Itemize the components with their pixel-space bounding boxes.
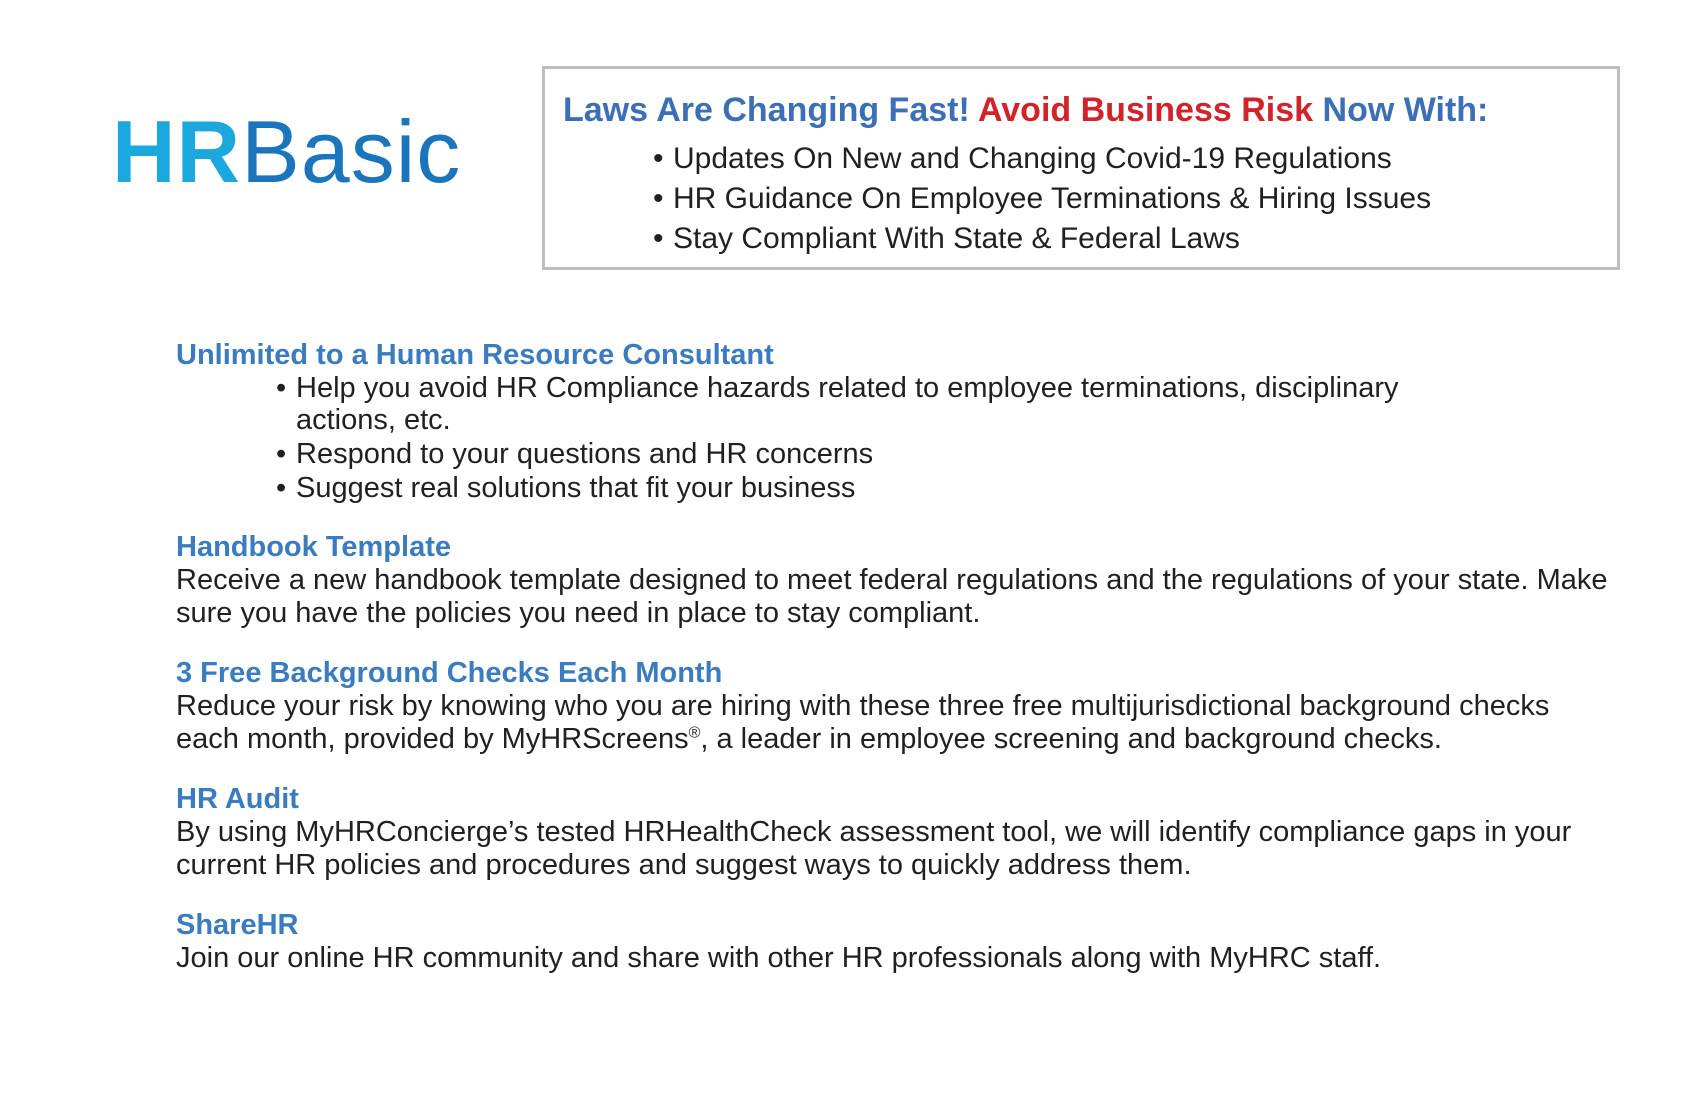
callout-bullet (653, 179, 1431, 219)
section-title: 3 Free Background Checks Each Month (176, 657, 723, 689)
list-item-text: Respond to your questions and HR concerns (296, 438, 874, 470)
callout-box (542, 66, 1620, 270)
section-handbook (176, 530, 1616, 630)
section-title: HR Audit (176, 783, 299, 815)
callout-bullet (653, 219, 1431, 259)
callout-bullet (653, 139, 1431, 179)
body-text-start: Reduce your risk by knowing who you are hiring with these three free multijurisdictional background checks each month, provided by MyHRScreens (176, 690, 1550, 755)
list-item (276, 372, 1616, 436)
features-content (176, 338, 1616, 1001)
section-consultant (176, 338, 1616, 504)
callout-bullet-list (653, 139, 1431, 259)
hrbasic-logo (112, 102, 462, 201)
section-body: Receive a new handbook template designed to meet federal regulations and the regulations of your state. Make sure you have the policies you need in place to stay compliant. (176, 564, 1608, 629)
list-item (276, 438, 1616, 470)
section-title: Handbook Template (176, 531, 451, 563)
list-item (276, 472, 1616, 504)
headline-part-2: Now With: (1322, 91, 1489, 129)
section-background-checks (176, 656, 1616, 756)
callout-bullet-text: Updates On New and Changing Covid-19 Regulations (673, 142, 1392, 175)
logo-basic: Basic (241, 102, 462, 201)
bullet-glyph: • (653, 222, 664, 255)
section-body (176, 690, 1616, 756)
section-sharehr (176, 908, 1616, 975)
section-title: ShareHR (176, 909, 299, 941)
bullet-glyph: • (276, 372, 287, 404)
section-body: By using MyHRConcierge’s tested HRHealthCheck assessment tool, we will identify compliance gaps in your current HR policies and procedures and suggest ways to quickly address them. (176, 816, 1572, 881)
headline-part-1: Laws Are Changing Fast! (563, 91, 970, 129)
list-item-text: Help you avoid HR Compliance hazards related to employee terminations, disciplinary actions, etc. (296, 372, 1399, 436)
body-text-end: , a leader in employee screening and background checks. (700, 723, 1442, 755)
section-title: Unlimited to a Human Resource Consultant (176, 339, 774, 371)
list-item-text: Suggest real solutions that fit your business (296, 472, 856, 504)
logo-hr: HR (112, 102, 242, 201)
section-body: Join our online HR community and share with other HR professionals along with MyHRC staff. (176, 942, 1382, 974)
callout-headline (563, 91, 1488, 130)
bullet-glyph: • (276, 438, 287, 470)
callout-bullet-text: HR Guidance On Employee Terminations & Hiring Issues (673, 182, 1432, 215)
bullet-glyph: • (653, 182, 664, 215)
bullet-glyph: • (653, 142, 664, 175)
headline-risk: Avoid Business Risk (977, 91, 1314, 129)
section-hr-audit (176, 782, 1616, 882)
registered-mark: ® (688, 724, 701, 742)
bullet-glyph: • (276, 472, 287, 504)
consultant-bullet-list (176, 372, 1616, 504)
callout-bullet-text: Stay Compliant With State & Federal Laws (673, 222, 1240, 255)
